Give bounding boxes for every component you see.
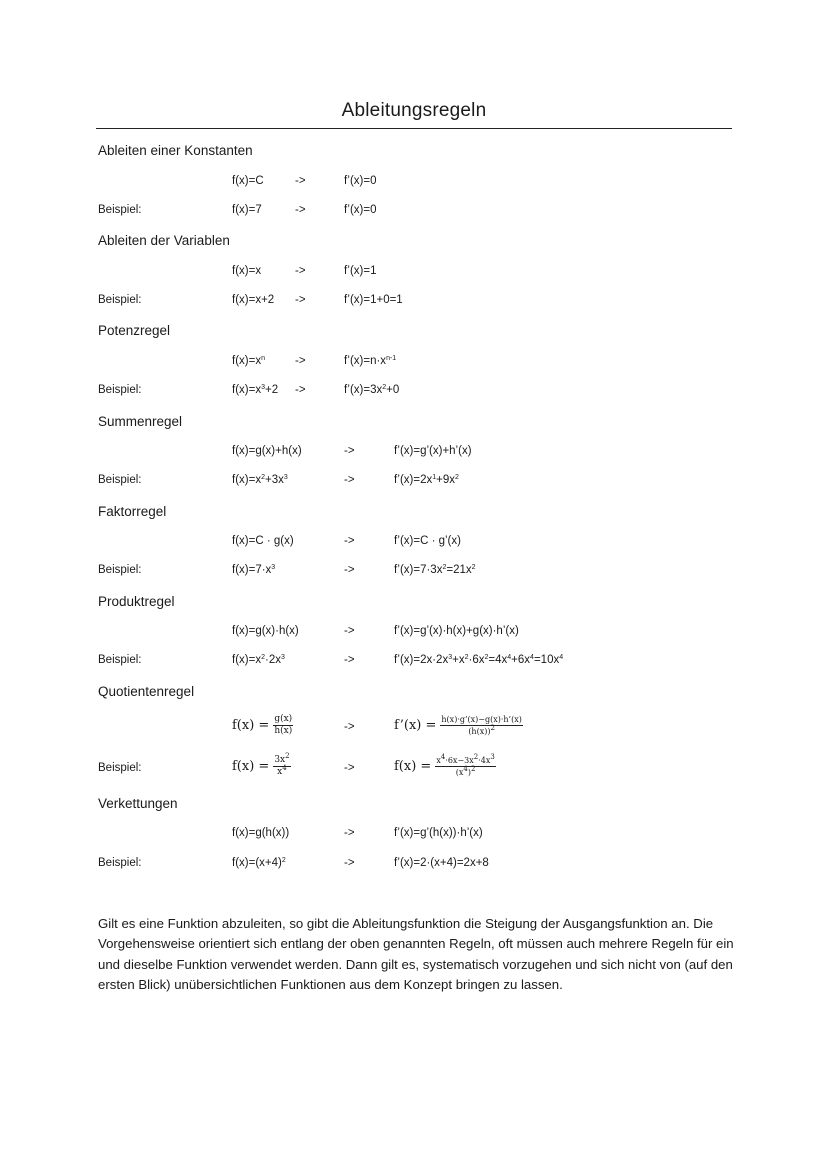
example-function: f(x)=7 bbox=[232, 204, 262, 216]
rule-row-potenzregel bbox=[0, 355, 828, 373]
arrow: -> bbox=[344, 625, 355, 637]
example-row-quotientenregel bbox=[0, 752, 828, 783]
arrow: -> bbox=[344, 445, 355, 457]
rule-derivative: f’(x)=1 bbox=[344, 265, 377, 277]
example-derivative: f(x) = $\frac{x^4\cdot 6x-3x^2\cdot 4x^3}{(x^4)^2}$ bbox=[394, 753, 495, 777]
arrow: -> bbox=[344, 654, 355, 666]
example-function: $f(x)=x^2\cdot 2x^3$ bbox=[232, 654, 285, 666]
example-derivative: $f’(x)=7\cdot 3x^2=21x^2$ bbox=[394, 564, 476, 576]
section-heading-faktorregel: Faktorregel bbox=[98, 504, 167, 519]
section-heading-konstante: Ableiten einer Konstanten bbox=[98, 143, 253, 158]
arrow: -> bbox=[344, 535, 355, 547]
arrow: -> bbox=[344, 827, 355, 839]
rule-row-faktorregel bbox=[0, 535, 828, 553]
example-derivative: $f’(x)=2x\cdot 2x^3+x^2\cdot 6x^2=4x^4+6x^4=10x^4$ bbox=[394, 654, 564, 666]
rule-derivative: f’(x)=g’(x)+h’(x) bbox=[394, 445, 472, 457]
rule-row-summenregel bbox=[0, 445, 828, 463]
example-derivative: f’(x)=0 bbox=[344, 204, 377, 216]
section-heading-verkettungen: Verkettungen bbox=[98, 796, 178, 811]
example-row-faktorregel bbox=[0, 564, 828, 582]
rule-function: f(x)=g(h(x)) bbox=[232, 827, 290, 839]
example-row-variable bbox=[0, 294, 828, 312]
example-function: $f(x)=x^3+2$ bbox=[232, 384, 279, 396]
arrow: -> bbox=[344, 474, 355, 486]
rule-derivative: f’(x)=g’(h(x))·h’(x) bbox=[394, 827, 483, 839]
arrow: -> bbox=[344, 762, 355, 774]
example-function: f(x)=x+2 bbox=[232, 294, 275, 306]
rule-derivative: f’(x)=C · g’(x) bbox=[394, 535, 461, 547]
rule-row-konstante bbox=[0, 175, 828, 193]
example-row-verkettungen bbox=[0, 857, 828, 875]
example-derivative: $f’(x)=2x^1+9x^2$ bbox=[394, 474, 459, 486]
section-heading-quotientenregel: Quotientenregel bbox=[98, 684, 195, 699]
rule-row-variable bbox=[0, 265, 828, 283]
example-row-produktregel bbox=[0, 654, 828, 672]
fraction: $\frac{3x^2}{x^4}$ bbox=[274, 752, 290, 777]
example-function: f(x) = $\frac{3x^2}{x^4}$ bbox=[232, 752, 290, 777]
arrow: -> bbox=[295, 204, 306, 216]
rule-row-quotientenregel bbox=[0, 714, 828, 742]
arrow: -> bbox=[295, 384, 306, 396]
arrow: -> bbox=[344, 721, 355, 733]
arrow: -> bbox=[344, 564, 355, 576]
fraction: $\frac{g(x)}{h(x)}$ bbox=[274, 714, 293, 736]
arrow: -> bbox=[295, 355, 306, 367]
rule-function: f(x) = $\frac{g(x)}{h(x)}$ bbox=[232, 714, 293, 736]
section-heading-produktregel: Produktregel bbox=[98, 594, 175, 609]
fraction: $\frac{h(x)\cdot g’(x)-g(x)\cdot h’(x)}{(h(x))^2}$ bbox=[441, 715, 522, 736]
example-row-summenregel bbox=[0, 474, 828, 492]
rule-derivative: $f’(x)=n\cdot x^{n-1}$ bbox=[344, 355, 397, 367]
example-derivative: f’(x)=1+0=1 bbox=[344, 294, 403, 306]
arrow: -> bbox=[295, 175, 306, 187]
example-row-konstante bbox=[0, 204, 828, 222]
example-label: Beispiel: bbox=[98, 762, 142, 774]
rule-function: f(x)=g(x)·h(x) bbox=[232, 625, 299, 637]
rule-row-produktregel bbox=[0, 625, 828, 643]
arrow: -> bbox=[344, 857, 355, 869]
title-divider bbox=[96, 128, 732, 129]
example-label: Beispiel: bbox=[98, 384, 142, 396]
example-label: Beispiel: bbox=[98, 654, 142, 666]
section-heading-potenzregel: Potenzregel bbox=[98, 323, 171, 338]
example-label: Beispiel: bbox=[98, 294, 142, 306]
example-label: Beispiel: bbox=[98, 474, 142, 486]
rule-function: f(x)=x bbox=[232, 265, 262, 277]
section-heading-variable: Ableiten der Variablen bbox=[98, 233, 230, 248]
rule-function: f(x)=C bbox=[232, 175, 264, 187]
rule-row-verkettungen bbox=[0, 827, 828, 845]
arrow: -> bbox=[295, 294, 306, 306]
rule-derivative: f’(x)=0 bbox=[344, 175, 377, 187]
example-derivative: f’(x)=2·(x+4)=2x+8 bbox=[394, 857, 489, 869]
example-function: $f(x)=(x+4)^2$ bbox=[232, 857, 286, 869]
fraction: $\frac{x^4\cdot 6x-3x^2\cdot 4x^3}{(x^4)^2}$ bbox=[436, 753, 495, 777]
section-heading-summenregel: Summenregel bbox=[98, 414, 183, 429]
example-row-potenzregel bbox=[0, 384, 828, 402]
explanation-paragraph: Gilt es eine Funktion abzuleiten, so gibt die Ableitungsfunktion die Steigung der Ausgangsfunktion an. Die Vorgehensweise orientiert sich entlang der oben genannten Regeln, oft müssen auch mehrere Regeln für ein und dieselbe Funktion verwendet werden. Dann gilt es, systematisch vorzugehen und sich nicht von (auf den ersten Blick) unübersichtlichen Funktionen aus dem Konzept bringen zu lassen. bbox=[98, 916, 734, 992]
example-label: Beispiel: bbox=[98, 564, 142, 576]
example-label: Beispiel: bbox=[98, 857, 142, 869]
rule-derivative: f’(x) = $\frac{h(x)\cdot g’(x)-g(x)\cdot h’(x)}{(h(x))^2}$ bbox=[394, 715, 522, 736]
example-label: Beispiel: bbox=[98, 204, 142, 216]
rule-function: $f(x)=x^n$ bbox=[232, 355, 265, 367]
rule-function: f(x)=C · g(x) bbox=[232, 535, 294, 547]
example-function: $f(x)=x^2+3x^3$ bbox=[232, 474, 288, 486]
arrow: -> bbox=[295, 265, 306, 277]
rule-derivative: f’(x)=g’(x)·h(x)+g(x)·h’(x) bbox=[394, 625, 519, 637]
rule-function: f(x)=g(x)+h(x) bbox=[232, 445, 302, 457]
page-title: Ableitungsregeln bbox=[341, 100, 487, 121]
example-derivative: $f’(x)=3x^2+0$ bbox=[344, 384, 400, 396]
example-function: $f(x)=7\cdot x^3$ bbox=[232, 564, 276, 576]
